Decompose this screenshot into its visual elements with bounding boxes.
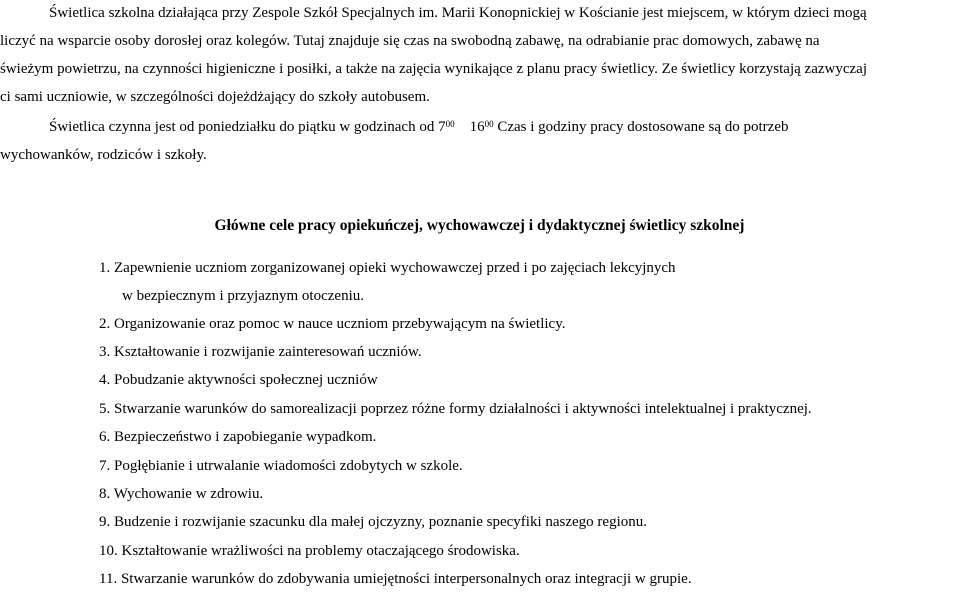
- goal-item: 11. Stwarzanie warunków do zdobywania umiejętności interpersonalnych oraz integracji w grupie.: [99, 571, 692, 587]
- intro-line: świeżym powietrzu, na czynności higieniczne i posiłki, a także na zajęcia wynikające z planu pracy świetlicy. Ze świetlicy korzystają zazwyczaj: [0, 61, 867, 77]
- intro-line: Świetlica szkolna działająca przy Zespole Szkół Specjalnych im. Marii Konopnickiej w Kościanie jest miejscem, w którym dzieci mogą: [49, 5, 867, 21]
- goal-item: 7. Pogłębianie i utrwalanie wiadomości zdobytych w szkole.: [99, 458, 463, 474]
- hours-end: 16: [454, 119, 485, 135]
- goal-item: 2. Organizowanie oraz pomoc w nauce uczniom przebywającym na świetlicy.: [99, 316, 566, 332]
- goal-item: 8. Wychowanie w zdrowiu.: [99, 486, 264, 502]
- goal-item: 3. Kształtowanie i rozwijanie zainteresowań uczniów.: [99, 344, 422, 360]
- goal-item: 10. Kształtowanie wrażliwości na problemy otaczającego środowiska.: [99, 543, 520, 559]
- goal-item: 9. Budzenie i rozwijanie szacunku dla małej ojczyzny, poznanie specyfiki naszego regionu.: [99, 514, 647, 530]
- hours-end-minutes: 00: [484, 119, 494, 129]
- goal-item-continuation: w bezpiecznym i przyjaznym otoczeniu.: [122, 288, 364, 304]
- goal-item: 5. Stwarzanie warunków do samorealizacji poprzez różne formy działalności i aktywności intelektualnej i praktycznej.: [99, 401, 812, 417]
- goal-item: 1. Zapewnienie uczniom zorganizowanej opieki wychowawczej przed i po zajęciach lekcyjnych: [99, 260, 676, 276]
- intro-line: ci sami uczniowie, w szczególności dojeżdżający do szkoły autobusem.: [0, 89, 430, 105]
- goals-heading: Główne cele pracy opiekuńczej, wychowawczej i dydaktycznej świetlicy szkolnej: [214, 217, 745, 234]
- hours-line: wychowanków, rodziców i szkoły.: [0, 147, 207, 163]
- hours-start-minutes: 00: [445, 119, 455, 129]
- intro-line: liczyć na wsparcie osoby dorosłej oraz kolegów. Tutaj znajduje się czas na swobodną zabawę, na odrabianie prac domowych, zabawę na: [0, 33, 820, 49]
- hours-suffix: Czas i godziny pracy dostosowane są do potrzeb: [493, 119, 789, 135]
- hours-line: [49, 117, 789, 137]
- hours-prefix: Świetlica czynna jest od poniedziałku do piątku w godzinach od 7: [49, 119, 446, 135]
- goal-item: 4. Pobudzanie aktywności społecznej uczniów: [99, 372, 378, 388]
- goal-item: 6. Bezpieczeństwo i zapobieganie wypadkom.: [99, 429, 377, 445]
